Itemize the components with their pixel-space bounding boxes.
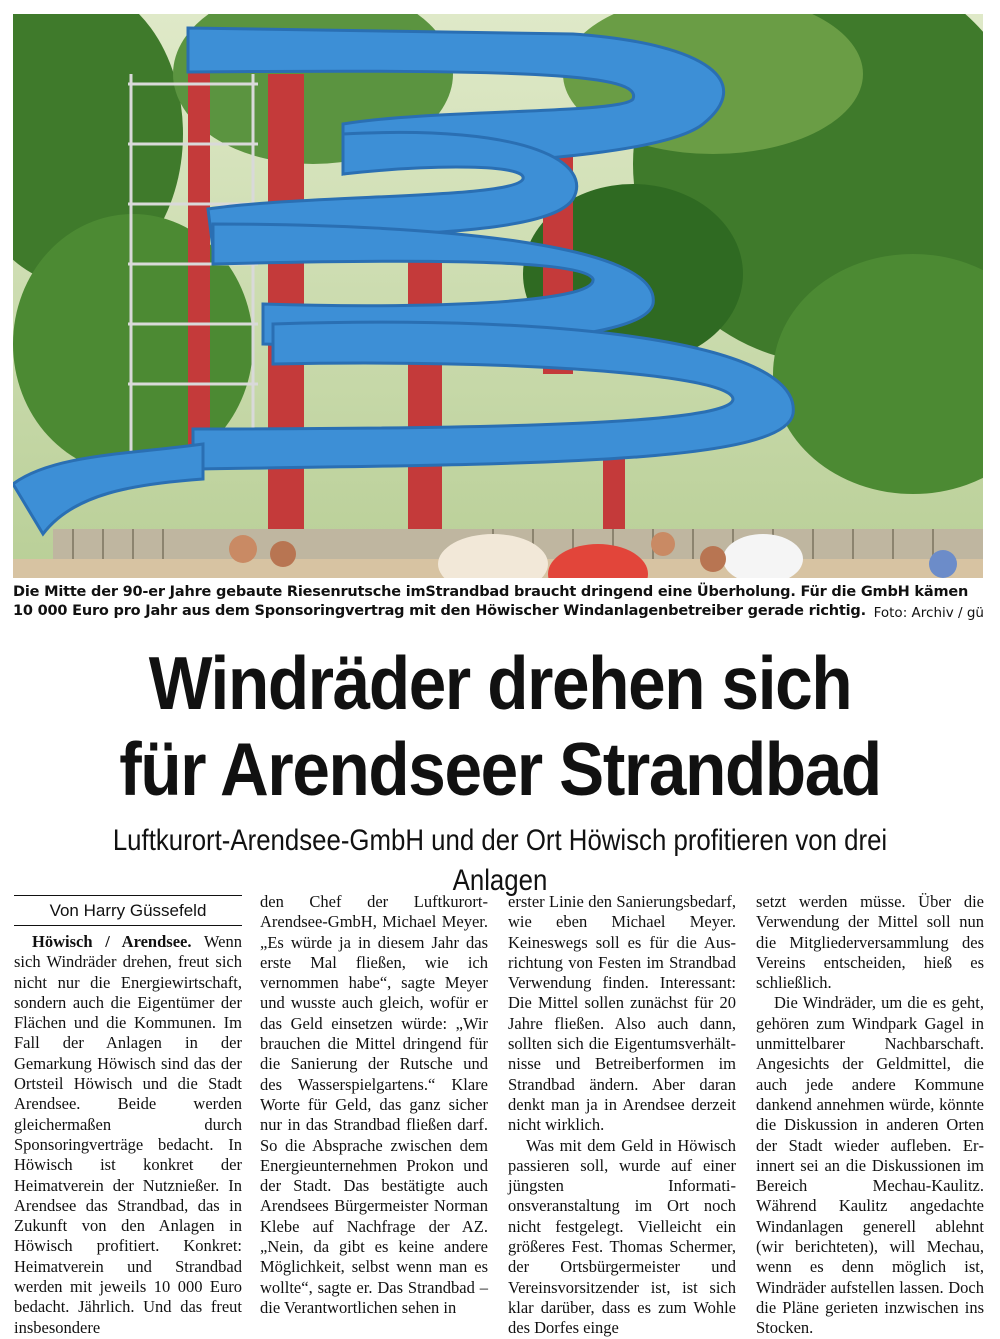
article-paragraph [14, 932, 242, 1338]
headline-line-1: Windräder drehen sich [148, 641, 852, 725]
article-paragraph: Die Windräder, um die es geht, gehören zum Windpark Gagel in unmittelbarer Nachbarschaft. Angesichts der Geldmittel, die auch jede andere Kommune dankend annehmen würde, könnte die Diskussion in anderen Orten der Stadt wieder aufleben. Erinnert sei an die Diskussionen im Bereich Mechau-Kaulitz. Während Kaulitz angedachte Windanlagen generell ablehnt (wir berichteten), will Mechau, wenn es denn möglich ist, Windräder aufstellen lassen. Doch die Pläne gerieten inzwischen ins Stocken. [756, 993, 984, 1338]
photo-credit: Foto: Archiv / gü [873, 605, 984, 621]
photo-caption [13, 583, 985, 621]
article-paragraph: den Chef der Luftkurort-Arendsee-GmbH, Michael Meyer. „Es würde ja in diesem Jahr das erste Mal fließen, wie ich vernommen habe“, sagte Meyer und wusste auch gleich, wofür er das Geld einsetzen würde: „Wir brauchen die Mittel dringend für die Sanierung der Rutsche und des Wasserspielgartens.“ Klare Worte für Geld, das ganz sicher nur in das Strandbad fließen darf. So die Absprache zwischen dem Energieunternehmen Prokon und der Stadt. Das bestätigte auch Arendsees Bürgermeister Norman Klebe auf Nachfrage der AZ. „Nein, da gibt es keine andere Möglichkeit, selbst wenn man es wollte“, sagte er. Das Strandbad – die Verantwortlichen sehen in [260, 892, 488, 1317]
headline-line-2: für Arendseer Strandbad [119, 727, 881, 811]
waterslide-photo [13, 14, 983, 578]
article-paragraph: setzt werden müsse. Über die Verwendung der Mittel soll nun die Mitgliederversammlung des Vereins entscheiden, hieß es schließlich. [756, 892, 984, 993]
caption-text: Die Mitte der 90-er Jahre gebaute Riesenrutsche imStrandbad braucht dringend eine Überholung. Für die GmbH kämen 10 000 Euro pro Jahr aus dem Sponsoringvertrag mit den Höwischer Windanlagenbetreiber gerade richtig. [13, 584, 969, 619]
article-column-1 [14, 892, 242, 1338]
article-column-2 [260, 892, 488, 1318]
byline: Von Harry Güssefeld [14, 895, 242, 926]
headline [50, 640, 950, 812]
article-column-4 [756, 892, 984, 1339]
article-text: Wenn sich Windräder drehen, freut sich nicht nur die Energiewirtschaft, sondern auch die Eigentümer der Flächen und die Kommunen. Im Fall der Anlagen in der Gemarkung Höwisch sind das der Ortsteil Höwisch und die Stadt Arendsee. Beide werden gleichermaßen durch Sponsoringverträge bedacht. In Höwisch ist konkret der Heimatverein der Nutznießer. In Arendsee das Strandbad, das in Zukunft von den Anlagen in Höwisch profitiert. Konkret: Heimatverein und Strandbad werden mit jeweils 10 000 Euro bedacht. Jährlich. Und das freut insbesondere [14, 932, 243, 1337]
dateline: Höwisch / Arendsee. [32, 932, 192, 951]
article-column-3 [508, 892, 736, 1339]
article-paragraph: Was mit dem Geld in Höwisch passieren soll, wurde auf einer jüngsten Informationsveranstaltung im Ort noch nicht festgelegt. Vielleicht ein größeres Fest. Thomas Schermer, der Ortsbürgermeister und Vereinsvorsitzender ist, ist sich klar darüber, dass es zum Wohle des Dorfes einge [508, 1135, 736, 1338]
subheadline: Luftkurort-Arendsee-GmbH und der Ort Höwisch profitieren von drei Anlagen [112, 824, 888, 897]
article-paragraph: erster Linie den Sanierungsbedarf, wie eben Michael Meyer. Keineswegs soll es für die Ausrichtung von Festen im Strandbad Verwendung finden. Interessant: Die Mittel sollen zunächst für 20 Jahre fließen. Also auch dann, sollten sich die Eigentumsverhältnisse und Betreiberformen im Strandbad ändern. Aber daran denkt man ja in Arendsee derzeit nicht wirklich. [508, 892, 736, 1135]
